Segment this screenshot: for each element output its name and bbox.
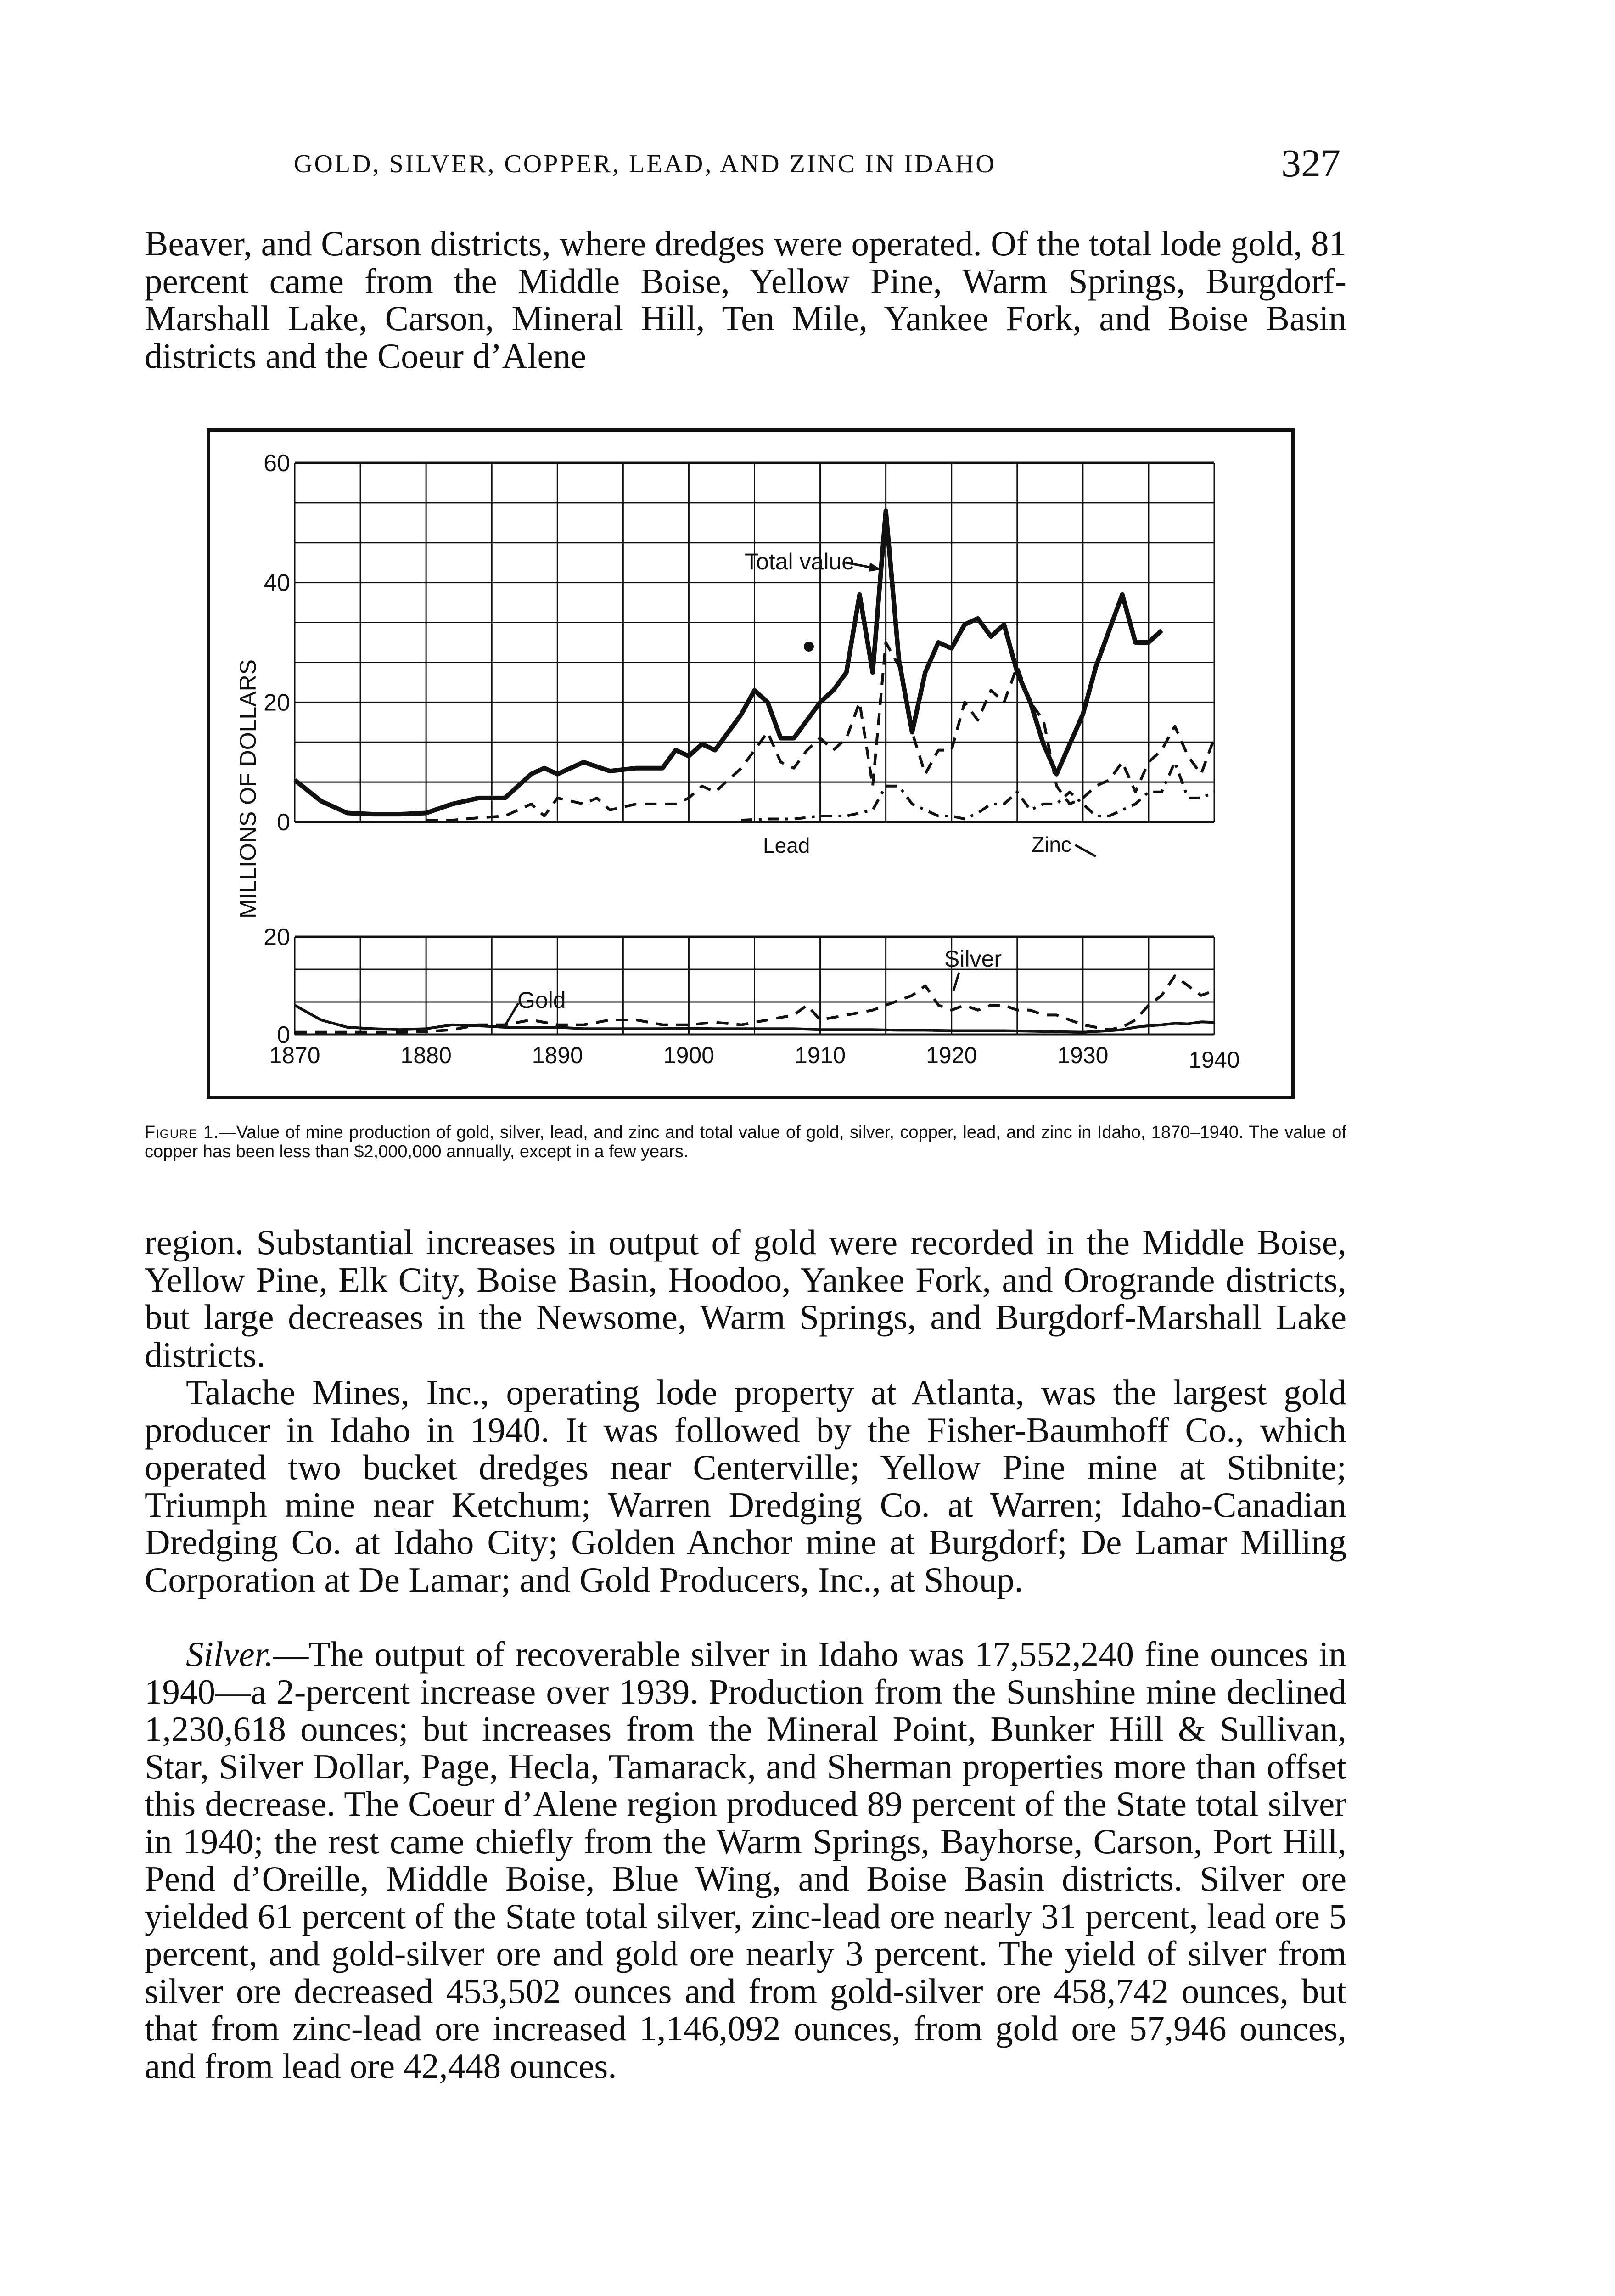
label-lead: Lead bbox=[763, 833, 810, 857]
x-tick-label: 1870 bbox=[269, 1042, 320, 1068]
x-tick-label: 1930 bbox=[1057, 1042, 1109, 1068]
x-tick-label: 1890 bbox=[532, 1042, 583, 1068]
lower-panel-grid bbox=[295, 937, 1214, 1035]
label-zinc: Zinc bbox=[1032, 833, 1071, 856]
y-tick-label: 0 bbox=[277, 809, 290, 836]
x-tick-label: 1900 bbox=[663, 1042, 715, 1068]
label-gold: Gold bbox=[517, 987, 566, 1013]
paragraph-4 bbox=[145, 1636, 1346, 2085]
silver-run-in-heading: Silver. bbox=[186, 1634, 274, 1674]
caption-text: —Value of mine production of gold, silver, lead, and zinc and total value of gold, silver, copper, lead, and zinc in Idaho, 1870–1940. The value of copper has been less than $2,000,000 annually, except in a few years. bbox=[145, 1123, 1346, 1161]
paragraph-4-text: —The output of recoverable silver in Idaho was 17,552,240 fine ounces in 1940—a 2-percent increase over 1939. Production from the Sunshine mine declined 1,230,618 ounces; but increases from the Mineral Point, Bunker Hill & Sullivan, Star, Silver Dollar, Page, Hecla, Tamarack, and Sherman properties more than offset this decrease. The Coeur d’Alene region produced 89 percent of the State total silver in 1940; the rest came chiefly from the Warm Springs, Bayhorse, Carson, Port Hill, Pend d’Oreille, Middle Boise, Blue Wing, and Boise Basin districts. Silver ore yielded 61 percent of the State total silver, zinc-lead ore nearly 31 percent, lead ore 5 percent, and gold-silver ore and gold ore nearly 3 percent. The yield of silver from silver ore decreased 453,502 ounces and from gold-silver ore 458,742 ounces, but that from zinc-lead ore increased 1,146,092 ounces, from gold ore 57,946 ounces, and from lead ore 42,448 ounces. bbox=[145, 1634, 1346, 2086]
y-axis-label: MILLIONS OF DOLLARS bbox=[235, 659, 261, 918]
paragraph-3-text: Talache Mines, Inc., operating lode property at Atlanta, was the largest gold producer in Idaho in 1940. It was followed by the Fisher-Baumhoff Co., which operated two bucket dredges near Centerville; Yellow Pine mine at Stibnite; Triumph mine near Ketchum; Warren Dredging Co. at Warren; Idaho-Canadian Dredging Co. at Idaho City; Golden Anchor mine at Burgdorf; De Lamar Milling Corporation at De Lamar; and Gold Producers, Inc., at Shoup. bbox=[145, 1373, 1346, 1599]
paragraph-2: region. Substantial increases in output of gold were recorded in the Middle Boise, Yellow Pine, Elk City, Boise Basin, Hoodoo, Yankee Fork, and Orogrande districts, but large decreases in the Newsome, Warm Springs, and Burgdorf-Marshall Lake districts. bbox=[145, 1222, 1346, 1374]
figure-1 bbox=[207, 428, 1295, 1099]
axis-ticks bbox=[264, 450, 1239, 1073]
upper-panel-grid bbox=[295, 463, 1214, 822]
y-tick-label: 20 bbox=[264, 924, 290, 951]
y-tick-label: 60 bbox=[264, 450, 290, 477]
y-tick-label: 0 bbox=[277, 1022, 290, 1048]
silver-leader bbox=[953, 973, 959, 991]
x-tick-label: 1910 bbox=[794, 1042, 846, 1068]
paragraph-3 bbox=[145, 1374, 1346, 1598]
x-tick-label: 1920 bbox=[926, 1042, 977, 1068]
running-title: GOLD, SILVER, COPPER, LEAD, AND ZINC IN IDAHO bbox=[294, 150, 996, 178]
y-tick-label: 20 bbox=[264, 689, 290, 716]
gold-leader bbox=[506, 1003, 518, 1024]
y-tick-label: 40 bbox=[264, 569, 290, 597]
data-dot bbox=[804, 642, 814, 652]
figure-chart bbox=[210, 432, 1291, 1096]
x-tick-label: 1880 bbox=[400, 1042, 452, 1068]
x-tick-label: 1940 bbox=[1189, 1047, 1240, 1073]
caption-label: Figure 1. bbox=[145, 1123, 219, 1142]
figure-caption bbox=[145, 1123, 1346, 1161]
page-number: 327 bbox=[1281, 141, 1340, 185]
zinc-leader bbox=[1075, 845, 1096, 856]
running-header bbox=[294, 140, 1340, 191]
label-total-value: Total value bbox=[745, 549, 855, 574]
label-silver: Silver bbox=[944, 946, 1002, 972]
paragraph-1: Beaver, and Carson districts, where dredges were operated. Of the total lode gold, 81 percent came from the Middle Boise, Yellow Pine, Warm Springs, Burgdorf-Marshall Lake, Carson, Mineral Hill, Ten Mile, Yankee Fork, and Boise Basin districts and the Coeur d’Alene bbox=[145, 224, 1346, 376]
